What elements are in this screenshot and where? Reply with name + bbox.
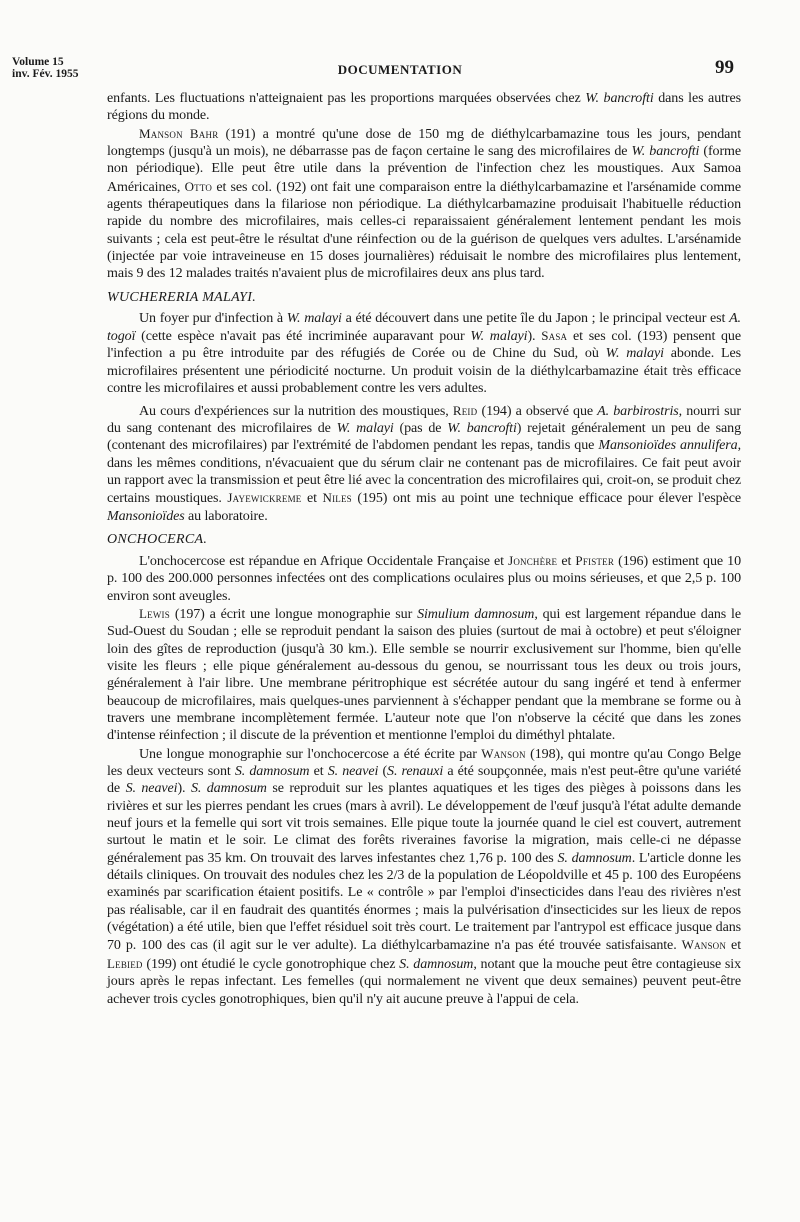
paragraph — [107, 310, 741, 398]
italic-run: W. malayi — [286, 309, 342, 326]
italic-run: A. togoï — [107, 309, 741, 345]
author-name: Otto — [184, 178, 213, 194]
author-name: Reid — [452, 402, 478, 418]
italic-run: S. neavei — [327, 763, 379, 780]
italic-run: W. malayi — [336, 419, 394, 436]
text-run: et — [301, 490, 323, 507]
volume-line: Volume 15 — [12, 56, 64, 68]
text-run: et — [557, 552, 576, 569]
italic-run: W. bancrofti — [585, 90, 654, 106]
text-run: Une longue monographie sur l'onchocercose a été écrite par — [139, 745, 482, 762]
text-run: (199) ont étudié le cycle gonotrophique chez — [142, 955, 400, 972]
section-heading: WUCHERERIA MALAYI. — [107, 289, 257, 305]
italic-run: W. bancrofti — [631, 143, 700, 160]
text-run: se reproduit sur les plantes aquatiques et les tiges des pièges à poissons dans les rivières et sur les pierres pendant les crues (mars à avril). Le développement de l'œuf jusqu'à l'état adulte demande neuf jours et la femelle qui sort vit trois semaines. Elle pique toute la journée quand le ciel est couvert, autrement surtout le matin et le soir. Le climat des forêts riveraines favorise la migration, mais celle-ci ne dépasse généralement pas 35 km. On trouvait des larves infestantes chez 1,76 p. 100 des — [107, 780, 741, 866]
text-run: (191) a montré qu'une dose de 150 mg de diéthylcarbamazine tous les jours, pendant longtemps (jusqu'à un mois), ne débarrasse pas de façon certaine le sang des microfilaires de — [107, 125, 741, 160]
italic-run: S. damnosum — [234, 763, 310, 780]
paragraph — [107, 90, 741, 125]
text-run: et ses col. (192) ont fait une comparaison entre la diéthylcarbamazine et l'arsénamide comme agents thérapeutiques dans la filariose non périodique. La diéthylcarbamazine produisait l'habituelle réduction rapide du nombre des microfilaires, mais celles-ci reparaissaient généralement lentement pendant les mois suivants ; cela est peut-être le résultat d'une réinfection ou de la guérison de quelques vers adultes. L'arsénamide (injectée par voie intraveineuse en 15 doses journalières) réduisait le nombre des microfilaires plus lentement, mais 9 des 12 malades traités n'avaient plus de microfilaires deux ans plus tard. — [107, 178, 741, 282]
text-run: dans les autres régions du monde. — [107, 90, 741, 124]
text-run: et ses col. (193) pensent que l'infection a pu être introduite par des réfugiés de Corée ou de Chine du Sud, où — [107, 328, 741, 362]
italic-run: Mansonioïdes annulifera — [598, 437, 738, 454]
text-run: (cette espèce n'avait pas été incriminée auparavant pour — [135, 328, 471, 345]
text-run: (forme non périodique). Elle peut être utile dans la prévention de l'infection chez les moustiques. Aux Samoa Américaines, — [107, 143, 742, 195]
italic-run: S. damnosum — [557, 849, 632, 866]
text-run: et — [309, 763, 328, 780]
author-name: Niles — [322, 490, 352, 506]
text-run: Un foyer pur d'infection à — [139, 309, 287, 326]
text-run: enfants. Les fluctuations n'atteignaient pas les proportions marquées observées chez — [107, 90, 586, 106]
article-body — [107, 90, 741, 1008]
italic-run: W. malayi — [605, 345, 664, 362]
text-run: a été découvert dans une petite île du Japon ; le principal vecteur est — [341, 309, 730, 326]
paragraph — [107, 552, 741, 605]
text-run: Au cours d'expériences sur la nutrition des moustiques, — [139, 402, 453, 419]
text-run: (197) a écrit une longue monographie sur — [169, 605, 418, 622]
running-title: DOCUMENTATION — [337, 62, 463, 77]
italic-run: S. damnosum — [399, 955, 474, 972]
section-heading: ONCHOCERCA. — [107, 531, 208, 547]
paragraph — [107, 745, 741, 1008]
paragraph — [107, 125, 741, 283]
italic-run: S. neavei — [125, 780, 178, 797]
author-name: Wanson — [481, 745, 526, 761]
issue-date-line: inv. Fév. 1955 — [12, 68, 79, 80]
text-run: a été soupçonnée, mais n'est peut-être qu'une variété de — [107, 763, 742, 797]
italic-run: A. barbirostris — [597, 402, 679, 419]
text-run: , qui est largement répandue dans le Sud-Ouest du Soudan ; elle se reproduit pendant la saison des pluies (surtout de mai à octobre) et peut s'éloigner loin des gîtes de reproduction (jusqu'à 30 km.). Elle semble se nourrir exclusivement sur l'homme, bien qu'elle visite les fleurs ; elle pique généralement au-dessous du genou, se nourrissant tous les deux ou trois jours, généralement à l'air libre. Une membrane péritrophique est sécrétée autour du sang ingéré et tend à enfermer beaucoup de microfilaires, mais quelques-unes parviennent à s'échapper pendant que la membrane se forme ou à travers une membrane incomplètement fermée. L'auteur note que l'on n'observe la cécité que dans les zones d'intense réinfection ; il discute de la prévention et mentionne l'emploi du diméthyl phtalate. — [107, 605, 741, 744]
text-run: ) rejetait généralement un peu de sang (contenant des microfilaires) par l'extrémité de l'abdomen pendant les repas, tandis que — [107, 419, 741, 454]
text-run: au laboratoire. — [184, 507, 268, 524]
author-name: Jayewickreme — [227, 490, 302, 506]
italic-run: S. damnosum — [190, 780, 267, 797]
text-run: (pas de — [393, 419, 448, 436]
author-name: Wanson — [681, 937, 727, 953]
paragraph — [107, 402, 741, 525]
author-name: Pfister — [575, 552, 615, 568]
author-name: Jonchère — [508, 552, 558, 568]
author-name: Lebied — [107, 955, 143, 971]
italic-run: Mansonioïdes — [107, 507, 185, 524]
text-run: abonde. Les microfilaires présentent une périodicité nocturne. Un produit voisin de la diéthylcarbamazine était très efficace contre les microfilaires et aussi probablement contre les vers adultes. — [107, 345, 741, 397]
page-number: 99 — [715, 57, 734, 78]
text-run: , notant que la mouche peut être contagieuse six jours après le repas infectant. Les femelles (qui normalement ne vivent que deux semaines) peuvent peut-être achever trois cycles gonotrophiques, bien qu'il n'y ait aucune preuve à l'appui de cela. — [107, 955, 741, 1007]
text-run: ( — [378, 763, 388, 780]
text-run: ). — [177, 780, 191, 797]
author-name: Sasa — [541, 328, 568, 344]
italic-run: W. bancrofti — [447, 419, 517, 436]
text-run: (195) ont mis au point une technique efficace pour élever l'espèce — [351, 490, 741, 507]
paragraph — [107, 605, 741, 745]
italic-run: S. renauxi — [387, 763, 444, 780]
text-run: , dans les mêmes conditions, n'évacuaient que du sérum clair ne contenant pas de microfilaires. Ce fait peut avoir un rapport avec la transmission et peut être lié avec la concentration des microfilaires qui, croit-on, se produit chez certains moustiques. — [107, 437, 741, 507]
author-name: Manson Bahr — [139, 125, 219, 141]
text-run: , nourri sur du sang contenant des microfilaires de — [107, 402, 741, 436]
text-run: et — [726, 937, 741, 954]
italic-run: Simulium damnosum — [417, 605, 535, 622]
text-run: L'onchocercose est répandue en Afrique Occidentale Française et — [139, 552, 509, 569]
text-run: (196) estiment que 10 p. 100 des 200.000 personnes infectées ont des complications oculaires plus ou moins sérieuses, et que 2,5 p. 100 environ sont aveugles. — [107, 552, 741, 604]
text-run: . L'article donne les détails cliniques. On trouvait des nodules chez les 2/3 de la population de Léopoldville et 45 p. 100 des Européens examinés par scarification étaient positifs. Le « contrôle » par l'emploi d'insecticides dans l'eau des rivières n'est pas réalisable, car il en faudrait des quantités énormes ; mais la pulvérisation d'insecticides sur les lieux de repos (végétation) a été utile, bien que l'effet résiduel soit très court. Le traitement par l'antrypol est efficace jusque dans 70 p. 100 des cas (il agit sur le ver adulte). La diéthylcarbamazine n'a pas été trouvée satisfaisante. — [107, 849, 741, 954]
italic-run: W. malayi — [470, 328, 528, 345]
text-run: ). — [527, 328, 542, 345]
author-name: Lewis — [139, 605, 170, 621]
text-run: (194) a observé que — [477, 402, 598, 419]
text-run: (198), qui montre qu'au Congo Belge les deux vecteurs sont — [107, 745, 741, 780]
